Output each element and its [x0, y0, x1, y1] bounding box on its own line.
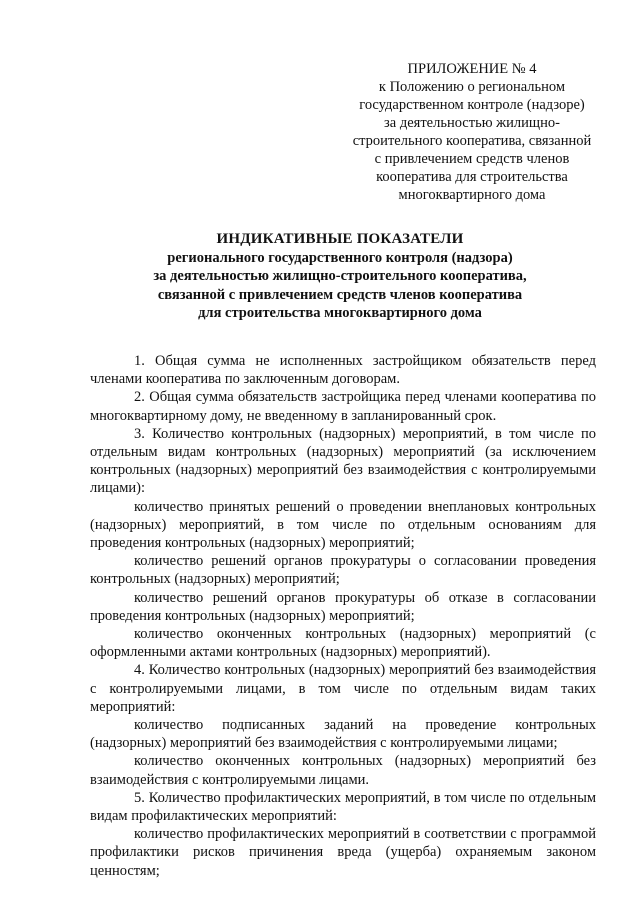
appendix-line: строительного кооператива, связанной [352, 133, 592, 149]
document-body [90, 352, 596, 880]
title-line: для строительства многоквартирного дома [198, 305, 482, 321]
paragraph: 3. Количество контрольных (надзорных) мероприятий, в том числе по отдельным видам контрольных (надзорных) мероприятий (за исключением контрольных (надзорных) мероприятий без взаимодействия с контролируемыми лицами): [90, 425, 596, 497]
appendix-line: за деятельностью жилищно- [384, 115, 560, 131]
title-line: регионального государственного контроля (надзора) [167, 249, 513, 266]
paragraph: количество подписанных заданий на проведение контрольных (надзорных) мероприятий без взаимодействия с контролируемыми лицами; [90, 717, 596, 752]
appendix-line: многоквартирного дома [398, 187, 546, 203]
paragraph: количество принятых решений о проведении внеплановых контрольных (надзорных) мероприятий, в том числе по отдельным основаниям для проведения контрольных (надзорных) мероприятий; [90, 498, 596, 552]
paragraph: количество профилактических мероприятий в соответствии с программой профилактики рисков причинения вреда (ущерба) охраняемым законом ценностям; [90, 826, 596, 879]
appendix-line: к Положению о региональном [378, 79, 566, 95]
title-line: связанной с привлечением средств членов кооператива [157, 286, 523, 303]
paragraph: 4. Количество контрольных (надзорных) мероприятий без взаимодействия с контролируемыми лицами, в том числе по отдельным видам таких мероприятий: [90, 662, 596, 715]
paragraph: 2. Общая сумма обязательств застройщика перед членами кооператива по многоквартирному дому, не введенному в запланированный срок. [90, 389, 596, 424]
paragraph: количество решений органов прокуратуры об отказе в согласовании проведения контрольных (надзорных) мероприятий; [90, 589, 596, 624]
paragraph: количество оконченных контрольных (надзорных) мероприятий без взаимодействия с контролируемыми лицами. [90, 753, 596, 788]
appendix-line: с привлечением средств членов [374, 151, 570, 167]
paragraph: количество оконченных контрольных (надзорных) мероприятий (с оформленными актами контрольных (надзорных) мероприятий). [90, 626, 596, 661]
paragraph: 1. Общая сумма не исполненных застройщиком обязательств перед членами кооператива по заключенным договорам. [90, 353, 596, 388]
appendix-line: ПРИЛОЖЕНИЕ № 4 [407, 61, 537, 77]
appendix-line: государственном контроле (надзоре) [359, 97, 585, 113]
paragraph: количество решений органов прокуратуры о согласовании проведения контрольных (надзорных) мероприятий; [90, 553, 596, 588]
paragraph: 5. Количество профилактических мероприятий, в том числе по отдельным видам профилактических мероприятий: [90, 789, 596, 825]
title-line: за деятельностью жилищно-строительного кооператива, [153, 268, 527, 284]
appendix-header [330, 60, 614, 204]
document-title [60, 230, 620, 323]
title-main: ИНДИКАТИВНЫЕ ПОКАЗАТЕЛИ [216, 231, 464, 247]
appendix-line: кооператива для строительства [376, 169, 568, 185]
